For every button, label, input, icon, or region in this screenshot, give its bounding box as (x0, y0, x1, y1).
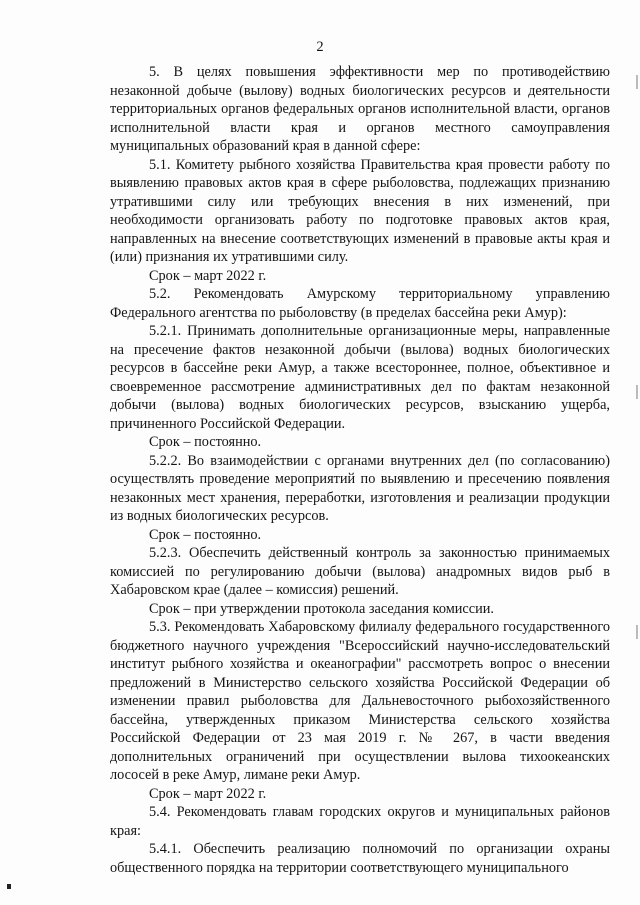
paragraph-5-1: 5.1. Комитету рыбного хозяйства Правительства края провести работу по выявлению правовых актов края в сфере рыболовства, подлежащих признанию утратившими силу или требующих внесения в них изменений, при необходимости организовать работу по подготовке правовых актов края, направленных на внесение соответствующих изменений в правовые акты края и (или) признания их утратившими силу. (110, 156, 610, 265)
paragraph-5-4: 5.4. Рекомендовать главам городских округов и муниципальных районов края: (110, 804, 610, 839)
paragraph-5-2: 5.2. Рекомендовать Амурскому территориальному управлению Федерального агентства по рыболовству (в пределах бассейна реки Амур): (110, 286, 610, 321)
scan-edge-mark (636, 385, 638, 399)
deadline-5-3: Срок – март 2022 г. (149, 785, 267, 802)
paragraph-5-3: 5.3. Рекомендовать Хабаровскому филиалу федерального государственного бюджетного научного учреждения "Всероссийский научно-исследовательский институт рыбного хозяйства и океанографии" рассмотреть вопрос о внесении предложений в Министерство сельского хозяйства Российской Федерации об изменении правил рыболовства для Дальневосточного рыбохозяйственного бассейна, утвержденных приказом Министерства сельского хозяйства Российской Федерации от 23 мая 2019 г. № 267, в части введения дополнительных ограничений при осуществлении вылова тихоокеанских лососей в реке Амур, лимане реки Амур. (110, 619, 610, 783)
paragraph-5: 5. В целях повышения эффективности мер по противодействию незаконной добыче (вылову) водных биологических ресурсов и деятельности территориальных органов федеральных органов исполнительной власти, органов исполнительной власти края и органов местного самоуправления муниципальных образований края в данной сфере: (110, 64, 610, 154)
scan-edge-mark (636, 625, 638, 639)
paragraph-5-2-2: 5.2.2. Во взаимодействии с органами внутренних дел (по согласованию) осуществлять проведение мероприятий по выявлению и пресечению появления незаконных мест хранения, переработки, изготовления и реализации продукции из водных биологических ресурсов. (110, 452, 610, 524)
scan-artifact-mark (7, 884, 11, 889)
deadline-5-1: Срок – март 2022 г. (149, 267, 267, 284)
deadline-5-2-2: Срок – постоянно. (149, 526, 262, 543)
deadline-5-2-1: Срок – постоянно. (149, 434, 262, 450)
scan-edge-mark (636, 75, 638, 89)
document-body (110, 63, 610, 877)
page-number: 2 (316, 39, 324, 55)
paragraph-5-2-1: 5.2.1. Принимать дополнительные организационные меры, направленные на пресечение фактов незаконной добычи (вылова) водных биологических ресурсов в бассейне реки Амур, а также всестороннее, полное, объективное и своевременное рассмотрение административных дел по фактам незаконной добычи (вылова) водных биологических ресурсов, взысканию ущерба, причиненного Российской Федерации. (110, 323, 610, 432)
paragraph-5-4-1: 5.4.1. Обеспечить реализацию полномочий по организации охраны общественного порядка на территории соответствующего муниципального (110, 841, 610, 876)
paragraph-5-2-3: 5.2.3. Обеспечить действенный контроль за законностью принимаемых комиссией по регулированию добычи (вылова) анадромных видов рыб в Хабаровском крае (далее – комиссия) решений. (110, 545, 610, 598)
deadline-5-2-3: Срок – при утверждении протокола заседания комиссии. (149, 600, 494, 617)
